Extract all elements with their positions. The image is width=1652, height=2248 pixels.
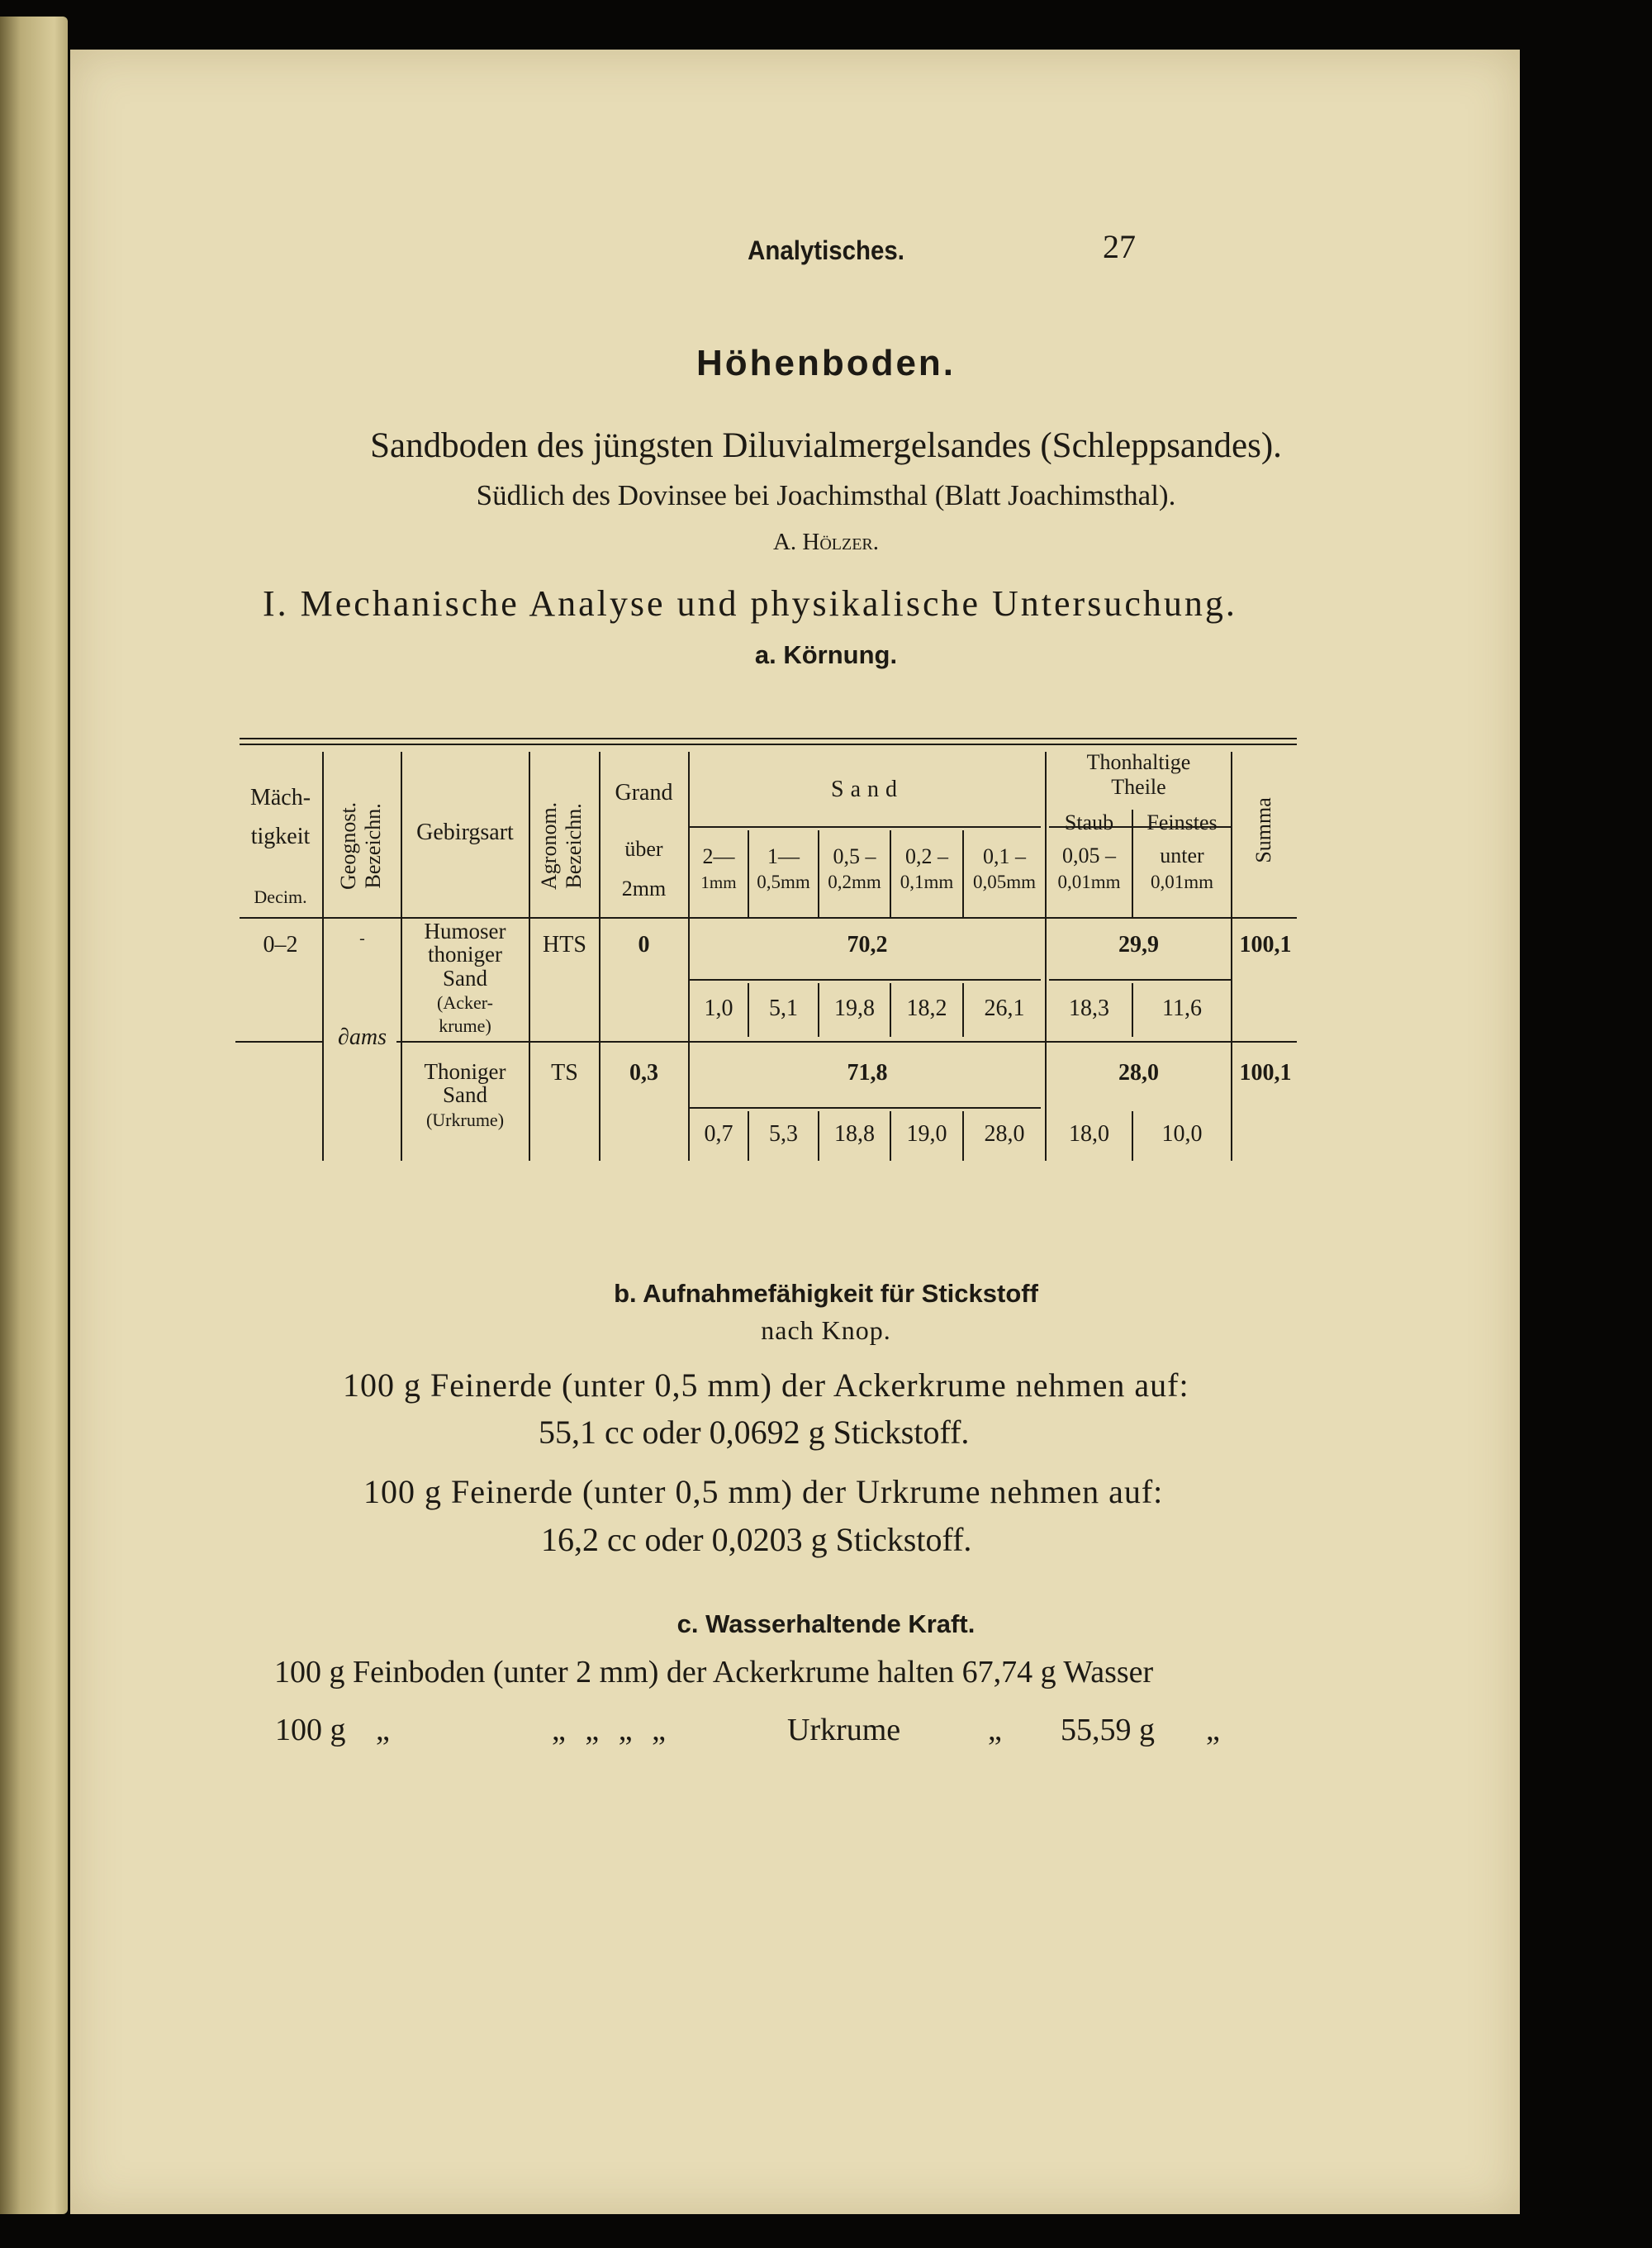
geognost-symbol: ∂ams — [338, 1024, 387, 1050]
row2-sand-3: 18,8 — [834, 1121, 875, 1147]
table-top-rule — [240, 738, 1297, 739]
header-tigkeit: tigkeit — [250, 824, 311, 849]
b-line-4: 16,2 cc oder 0,0203 g Stickstoff. — [541, 1521, 972, 1558]
header-staub: Staub — [1064, 810, 1114, 834]
row1-sand-1: 1,0 — [704, 996, 733, 1021]
row1-gebirgsart: Humoser thoniger Sand (Acker- krume) — [424, 919, 506, 1037]
subrule-row1 — [690, 979, 1041, 981]
geognost-dash: - — [359, 929, 365, 948]
header-grand-2mm: 2mm — [621, 877, 667, 901]
header-gebirgsart: Gebirgsart — [416, 820, 514, 845]
header-staub-range: 0,05 – 0,01mm — [1057, 844, 1121, 893]
subtitle: Sandboden des jüngsten Diluvialmergelsandes (Schleppsandes). — [370, 426, 1282, 465]
subrule-row2 — [690, 1107, 1041, 1109]
table-top-rule-2 — [240, 744, 1297, 745]
page-number: 27 — [1103, 228, 1136, 265]
row1-sand-5: 26,1 — [984, 996, 1025, 1021]
c-line-2-amount: 100 g — [275, 1713, 346, 1747]
depth-value: 0–2 — [263, 932, 298, 958]
row2-summa: 100,1 — [1239, 1060, 1292, 1086]
b-line-1: 100 g Feinerde (unter 0,5 mm) der Ackerkrume nehmen auf: — [343, 1366, 1189, 1404]
row-sep — [396, 1041, 1297, 1043]
section-heading-1: I. Mechanische Analyse und physikalische Untersuchung. — [263, 583, 1237, 624]
row2-sand-5: 28,0 — [984, 1121, 1025, 1147]
running-title: Analytisches. — [748, 235, 904, 265]
row2-feinstes: 10,0 — [1161, 1121, 1203, 1147]
subsection-c-heading: c. Wasserhaltende Kraft. — [676, 1609, 976, 1638]
header-decim: Decim. — [254, 886, 307, 907]
b-line-2: 55,1 cc oder 0,0692 g Stickstoff. — [539, 1414, 970, 1451]
row1-summa: 100,1 — [1239, 932, 1292, 958]
row1-sand-2: 5,1 — [769, 996, 798, 1021]
row-sep-depth — [235, 1041, 322, 1043]
row2-sand-total: 71,8 — [847, 1060, 888, 1086]
header-grand-ueber: über — [624, 837, 663, 861]
sand-col-4-header: 0,2 – 0,1mm — [900, 844, 954, 892]
header-rule — [240, 917, 1297, 919]
sand-col-5-header: 0,1 – 0,05mm — [972, 844, 1037, 892]
author: A. Hölzer. — [772, 529, 880, 555]
header-grand: Grand — [615, 780, 673, 806]
row1-agronom: HTS — [543, 932, 586, 958]
c-line-1: 100 g Feinboden (unter 2 mm) der Ackerkrume halten 67,74 g Wasser — [274, 1655, 1154, 1690]
c-line-2-ditto-3: „ — [988, 1713, 1002, 1747]
header-thonhaltige: Thonhaltige Theile — [1086, 750, 1191, 799]
row1-sand-total: 70,2 — [847, 932, 888, 958]
subrule-row1-thon — [1049, 979, 1231, 981]
c-line-2-ditto-4: „ — [1206, 1713, 1220, 1747]
row2-sand-1: 0,7 — [704, 1121, 733, 1147]
row1-sand-3: 19,8 — [834, 996, 875, 1021]
row2-agronom: TS — [551, 1060, 578, 1086]
row2-sand-2: 5,3 — [769, 1121, 798, 1147]
row1-sand-4: 18,2 — [906, 996, 947, 1021]
subsection-b-heading: b. Aufnahmefähigkeit für Stickstoff — [614, 1279, 1038, 1308]
page-title: Höhenboden. — [695, 343, 957, 383]
row2-sand-4: 19,0 — [906, 1121, 947, 1147]
header-feinstes-unter: unter 0,01mm — [1150, 844, 1214, 893]
header-feinstes: Feinstes — [1146, 810, 1218, 834]
col-line-1 — [322, 752, 324, 1161]
sand-col-3-header: 0,5 – 0,2mm — [828, 844, 881, 892]
header-summa: Summa — [1251, 797, 1276, 863]
sand-col-1-header: 2— 1mm — [700, 844, 737, 892]
row1-grand: 0 — [638, 932, 650, 958]
row2-thon-total: 28,0 — [1118, 1060, 1159, 1086]
row1-staub: 18,3 — [1069, 996, 1109, 1021]
header-geognost: Geognost. Bezeichn. — [336, 801, 385, 890]
c-line-2-value: 55,59 g — [1061, 1713, 1155, 1747]
sand-subheader-rule — [690, 826, 1041, 828]
row1-feinstes: 11,6 — [1162, 996, 1202, 1021]
c-line-2-ditto-2: „ „ „ „ — [552, 1713, 666, 1747]
b-line-3: 100 g Feinerde (unter 0,5 mm) der Urkrume nehmen auf: — [363, 1473, 1164, 1510]
header-maechtigkeit: Mäch- — [249, 785, 311, 810]
subsection-b-byline: nach Knop. — [761, 1315, 891, 1345]
location-line: Südlich des Dovinsee bei Joachimsthal (Blatt Joachimsthal). — [476, 479, 1176, 511]
c-line-2-ditto-1: „ — [376, 1713, 390, 1747]
c-line-2-word: Urkrume — [787, 1713, 901, 1747]
sand-col-2-header: 1— 0,5mm — [757, 844, 810, 892]
row1-thon-total: 29,9 — [1118, 932, 1159, 958]
header-agronom: Agronom. Bezeichn. — [537, 801, 586, 890]
row2-gebirgsart: Thoniger Sand (Urkrume) — [424, 1059, 506, 1130]
header-sand: Sand — [831, 777, 904, 802]
row2-grand: 0,3 — [629, 1060, 658, 1086]
subsection-a-heading: a. Körnung. — [754, 640, 898, 669]
row2-staub: 18,0 — [1069, 1121, 1109, 1147]
